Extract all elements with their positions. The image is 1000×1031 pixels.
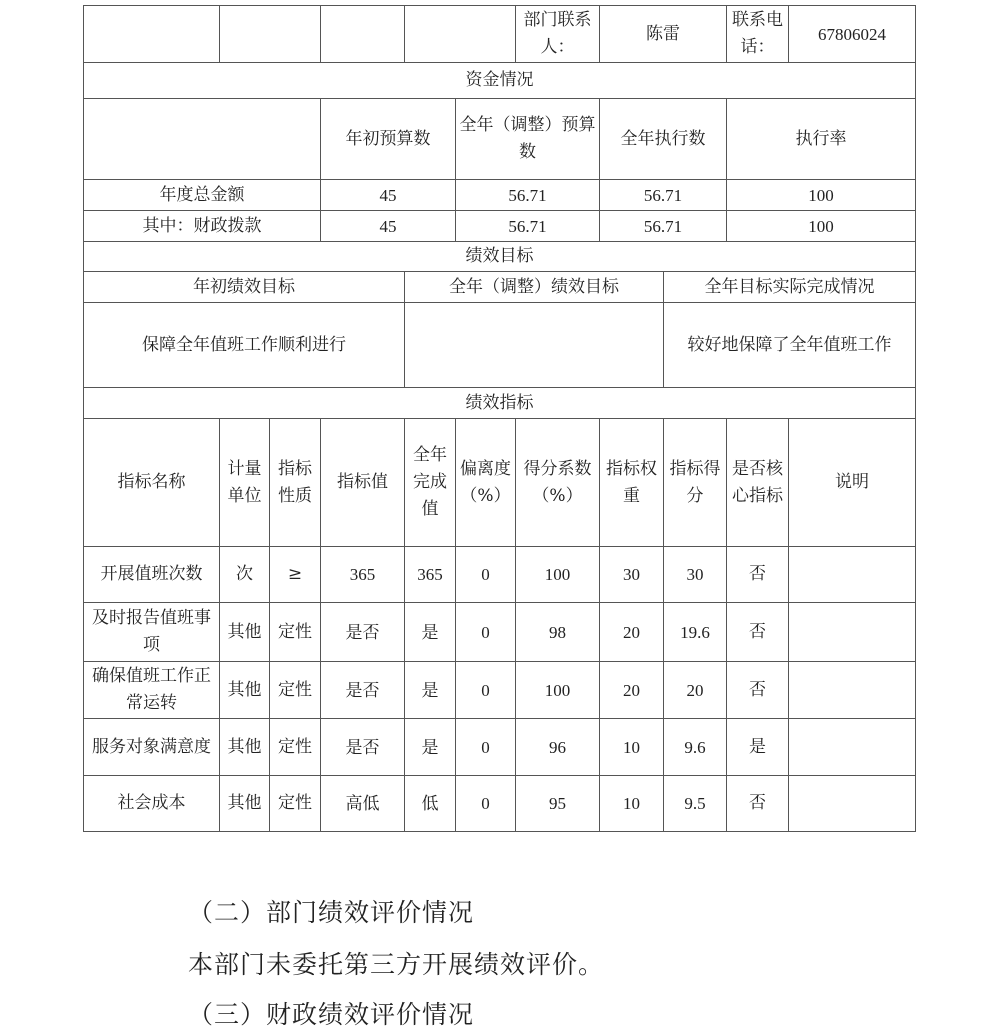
indicator-score: 19.6 (664, 603, 727, 662)
indicator-weight: 10 (600, 776, 664, 832)
ind-col-header: 偏离度（%） (456, 419, 516, 547)
indicator-weight: 30 (600, 547, 664, 603)
indicator-core: 否 (727, 547, 789, 603)
ind-col-header: 指标名称 (84, 419, 220, 547)
indicator-unit: 其他 (220, 662, 270, 719)
indicator-row (84, 776, 916, 832)
ind-col-header: 计量单位 (220, 419, 270, 547)
indicator-target: 高低 (321, 776, 405, 832)
indicator-unit: 次 (220, 547, 270, 603)
funds-col-header: 执行率 (727, 99, 916, 180)
indicator-score: 20 (664, 662, 727, 719)
goals-header-row (84, 272, 916, 303)
funds-cell: 45 (321, 211, 456, 242)
indicator-nature: 定性 (270, 719, 321, 776)
indicator-actual: 低 (405, 776, 456, 832)
indicator-row (84, 719, 916, 776)
indicator-note (789, 662, 916, 719)
funds-cell: 56.71 (600, 180, 727, 211)
phone-number: 67806024 (789, 6, 916, 63)
indicator-unit: 其他 (220, 776, 270, 832)
indicator-name: 服务对象满意度 (84, 719, 220, 776)
indicator-deviation: 0 (456, 662, 516, 719)
goals-col-header: 年初绩效目标 (84, 272, 405, 303)
indicator-row (84, 603, 916, 662)
ind-col-header: 说明 (789, 419, 916, 547)
indicator-target: 是否 (321, 662, 405, 719)
contact-name: 陈雷 (600, 6, 727, 63)
indicator-coef: 100 (516, 662, 600, 719)
funds-col-header: 全年执行数 (600, 99, 727, 180)
para-dept-evaluation: 本部门未委托第三方开展绩效评价。 (188, 950, 605, 979)
indicator-weight: 20 (600, 662, 664, 719)
goal-adjusted (405, 303, 664, 388)
funds-cell: 56.71 (456, 180, 600, 211)
indicator-coef: 98 (516, 603, 600, 662)
goals-col-header: 全年目标实际完成情况 (664, 272, 916, 303)
indicator-unit: 其他 (220, 603, 270, 662)
funds-col-header: 年初预算数 (321, 99, 456, 180)
indicator-core: 否 (727, 776, 789, 832)
blank-cell (220, 6, 321, 63)
heading-dept-evaluation: （二）部门绩效评价情况 (188, 898, 475, 927)
indicator-row (84, 547, 916, 603)
indicator-core: 是 (727, 719, 789, 776)
indicator-row (84, 662, 916, 719)
indicator-deviation: 0 (456, 547, 516, 603)
ind-col-header: 指标得分 (664, 419, 727, 547)
indicator-name: 社会成本 (84, 776, 220, 832)
contact-row (84, 6, 916, 63)
indicator-nature: 定性 (270, 603, 321, 662)
blank-cell (405, 6, 516, 63)
performance-table (83, 5, 916, 832)
indicator-deviation: 0 (456, 719, 516, 776)
funds-cell: 45 (321, 180, 456, 211)
indicators-header-row (84, 419, 916, 547)
goal-initial: 保障全年值班工作顺利进行 (84, 303, 405, 388)
funds-cell: 56.71 (600, 211, 727, 242)
indicator-note (789, 719, 916, 776)
indicator-target: 是否 (321, 719, 405, 776)
funds-cell: 100 (727, 211, 916, 242)
goal-actual: 较好地保障了全年值班工作 (664, 303, 916, 388)
funds-row (84, 211, 916, 242)
indicator-core: 否 (727, 662, 789, 719)
blank-cell (84, 6, 220, 63)
ind-col-header: 是否核心指标 (727, 419, 789, 547)
ind-col-header: 全年完成值 (405, 419, 456, 547)
indicator-coef: 95 (516, 776, 600, 832)
blank-cell (84, 99, 321, 180)
indicator-deviation: 0 (456, 603, 516, 662)
indicator-core: 否 (727, 603, 789, 662)
indicator-target: 是否 (321, 603, 405, 662)
funds-col-header: 全年（调整）预算数 (456, 99, 600, 180)
funds-cell: 56.71 (456, 211, 600, 242)
indicator-deviation: 0 (456, 776, 516, 832)
funds-row (84, 180, 916, 211)
indicator-name: 开展值班次数 (84, 547, 220, 603)
blank-cell (321, 6, 405, 63)
indicator-target: 365 (321, 547, 405, 603)
phone-label: 联系电话： (727, 6, 789, 63)
ind-col-header: 指标权重 (600, 419, 664, 547)
funds-cell: 100 (727, 180, 916, 211)
indicator-coef: 96 (516, 719, 600, 776)
ind-col-header: 指标值 (321, 419, 405, 547)
ind-col-header: 指标性质 (270, 419, 321, 547)
indicator-actual: 是 (405, 662, 456, 719)
indicator-coef: 100 (516, 547, 600, 603)
indicator-actual: 365 (405, 547, 456, 603)
indicators-section-title: 绩效指标 (84, 388, 916, 419)
indicator-weight: 10 (600, 719, 664, 776)
heading-fiscal-evaluation: （三）财政绩效评价情况 (188, 1000, 475, 1029)
indicator-score: 30 (664, 547, 727, 603)
indicator-weight: 20 (600, 603, 664, 662)
funds-header-row (84, 99, 916, 180)
indicator-note (789, 547, 916, 603)
contact-label: 部门联系人： (516, 6, 600, 63)
indicator-score: 9.5 (664, 776, 727, 832)
indicator-nature: 定性 (270, 662, 321, 719)
funds-row-label: 其中：财政拨款 (84, 211, 321, 242)
goals-section-title: 绩效目标 (84, 242, 916, 272)
funds-section-title: 资金情况 (84, 63, 916, 99)
ind-col-header: 得分系数（%） (516, 419, 600, 547)
indicator-name: 确保值班工作正常运转 (84, 662, 220, 719)
funds-row-label: 年度总金额 (84, 180, 321, 211)
indicator-nature: 定性 (270, 776, 321, 832)
indicator-note (789, 776, 916, 832)
indicator-actual: 是 (405, 719, 456, 776)
goals-col-header: 全年（调整）绩效目标 (405, 272, 664, 303)
indicator-note (789, 603, 916, 662)
indicator-nature: ≥ (270, 547, 321, 603)
goals-content-row (84, 303, 916, 388)
indicator-name: 及时报告值班事项 (84, 603, 220, 662)
indicator-unit: 其他 (220, 719, 270, 776)
indicator-actual: 是 (405, 603, 456, 662)
indicator-score: 9.6 (664, 719, 727, 776)
